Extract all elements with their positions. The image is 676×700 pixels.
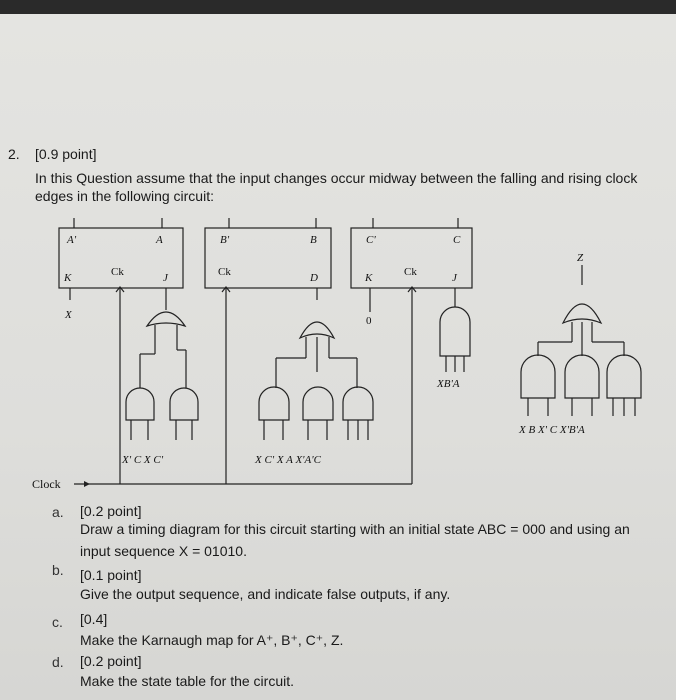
or-gate-ja	[147, 312, 185, 326]
inputs-db-label: X C' X A X'A'C	[255, 454, 321, 466]
part-b-letter: b.	[52, 562, 64, 578]
and-gate-z3	[607, 355, 641, 398]
part-d-letter: d.	[52, 654, 64, 670]
question-points: [0.9 point]	[35, 146, 97, 162]
ffa-k-label: K	[64, 272, 72, 284]
inputs-ka-label: X' C X C'	[122, 454, 164, 466]
part-c-points: [0.4]	[80, 611, 108, 627]
and-gate-3	[259, 387, 289, 420]
part-b-line1: Give the output sequence, and indicate false outputs, if any.	[80, 586, 451, 602]
or-gate-db	[300, 322, 334, 338]
question-number: 2.	[8, 146, 20, 162]
part-c-line1: Make the Karnaugh map for A⁺, B⁺, C⁺, Z.	[80, 632, 344, 648]
and-gate-2	[170, 388, 198, 420]
clock-label: Clock	[32, 477, 61, 491]
z-output-label: Z	[577, 252, 584, 264]
ffc-q-label: C	[453, 234, 461, 246]
ffb-ck-label: Ck	[218, 266, 231, 278]
and-gate-4	[303, 387, 333, 420]
question-text-line2: edges in the following circuit:	[35, 188, 214, 204]
ffc-qbar-label: C'	[366, 234, 376, 246]
ffa-j-label: J	[163, 272, 168, 284]
part-a-letter: a.	[52, 504, 64, 520]
ffc-j-label: J	[452, 272, 457, 284]
and-gate-1	[126, 388, 154, 420]
part-a-points: [0.2 point]	[80, 503, 142, 519]
ffa-ck-label: Ck	[111, 266, 124, 278]
part-c-letter: c.	[52, 614, 63, 630]
part-b-points: [0.1 point]	[80, 567, 142, 583]
ffc-ck-label: Ck	[404, 266, 417, 278]
and-gate-z2	[565, 355, 599, 398]
ffb-d-label: D	[310, 272, 318, 284]
or-gate-z	[563, 304, 601, 323]
and-gate-5	[343, 387, 373, 420]
ffb-q-label: B	[310, 234, 317, 246]
ffa-q-label: A	[156, 234, 163, 246]
ffa-qbar-label: A'	[67, 234, 77, 246]
zero-input-label: 0	[366, 315, 372, 327]
part-d-line1: Make the state table for the circuit.	[80, 673, 294, 689]
inputs-z-label: X B X' C X'B'A	[519, 424, 585, 436]
and-gate-jc	[440, 307, 470, 356]
question-text-line1: In this Question assume that the input changes occur midway between the falling and rising clock	[35, 170, 638, 186]
part-a-line2: input sequence X = 01010.	[80, 543, 247, 559]
x-input-label: X	[65, 309, 72, 321]
part-a-line1: Draw a timing diagram for this circuit starting with an initial state ABC = 000 and using an	[80, 521, 630, 537]
inputs-jc-label: XB'A	[437, 378, 460, 390]
part-d-points: [0.2 point]	[80, 653, 142, 669]
and-gate-z1	[521, 355, 555, 398]
ffb-qbar-label: B'	[220, 234, 230, 246]
ffc-k-label: K	[365, 272, 373, 284]
